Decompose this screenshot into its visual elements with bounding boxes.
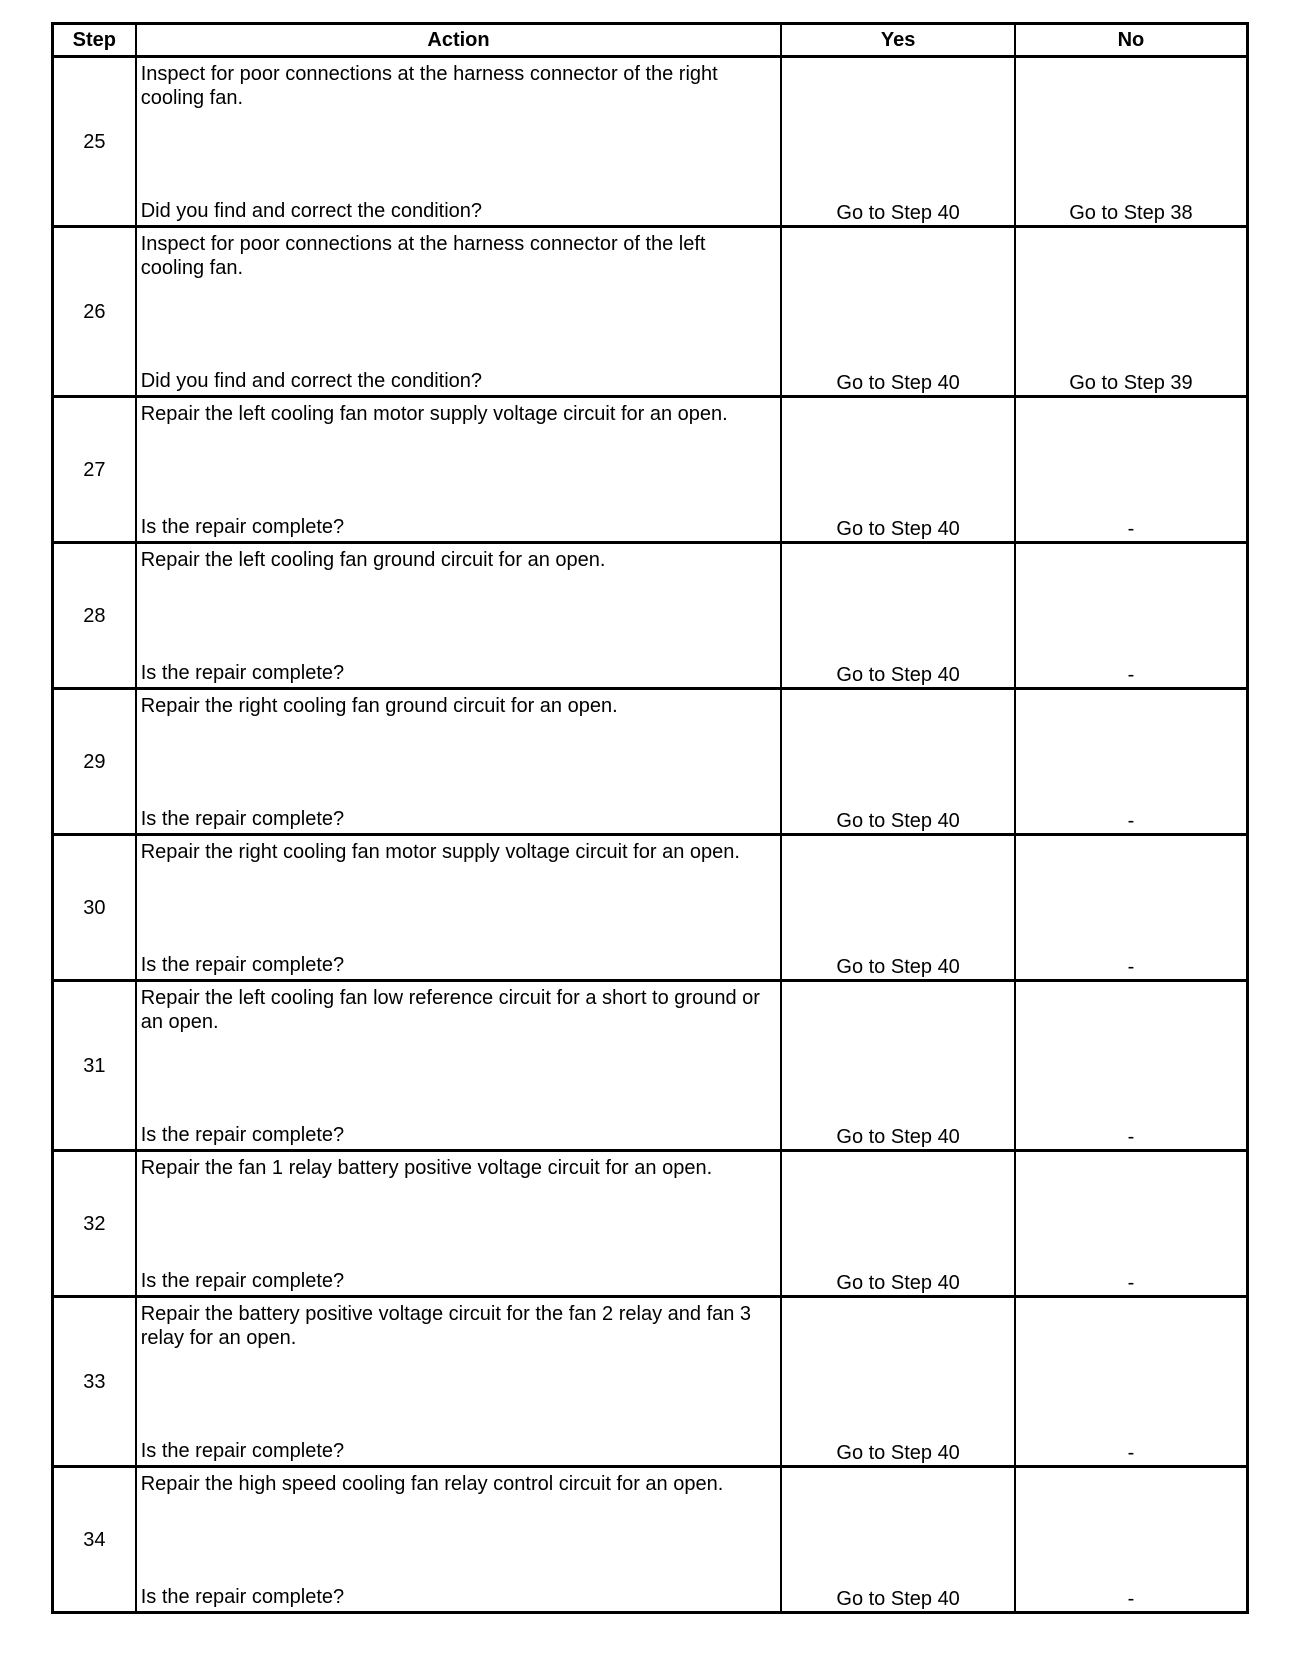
action-question: Did you find and correct the condition? [140, 370, 483, 392]
header-action: Action [136, 24, 782, 57]
action-instruction: Repair the left cooling fan motor supply voltage circuit for an open. [140, 403, 728, 425]
table-row [53, 1297, 1248, 1467]
step-number: 33 [53, 1297, 136, 1467]
yes-result: Go to Step 40 [781, 1151, 1015, 1297]
action-cell [136, 397, 782, 543]
step-number: 34 [53, 1467, 136, 1613]
action-instruction: Repair the left cooling fan ground circuit for an open. [140, 549, 606, 571]
action-cell [136, 543, 782, 689]
yes-result: Go to Step 40 [781, 57, 1015, 227]
no-result: - [1015, 1297, 1248, 1467]
no-result: - [1015, 981, 1248, 1151]
action-question: Is the repair complete? [140, 1270, 345, 1292]
yes-result: Go to Step 40 [781, 835, 1015, 981]
action-question: Is the repair complete? [140, 1586, 345, 1608]
action-cell [136, 227, 782, 397]
yes-result: Go to Step 40 [781, 543, 1015, 689]
action-question: Is the repair complete? [140, 954, 345, 976]
step-number: 27 [53, 397, 136, 543]
yes-result: Go to Step 40 [781, 1467, 1015, 1613]
action-instruction: Repair the right cooling fan motor supply voltage circuit for an open. [140, 841, 740, 863]
table-row [53, 227, 1248, 397]
header-yes: Yes [781, 24, 1015, 57]
table-row [53, 1151, 1248, 1297]
action-instruction: Repair the high speed cooling fan relay control circuit for an open. [140, 1473, 724, 1495]
action-cell [136, 1297, 782, 1467]
no-result: - [1015, 543, 1248, 689]
action-question: Did you find and correct the condition? [140, 200, 483, 222]
action-instruction: Inspect for poor connections at the harness connector of the right cooling fan. [140, 63, 718, 109]
yes-result: Go to Step 40 [781, 1297, 1015, 1467]
step-number: 25 [53, 57, 136, 227]
header-step: Step [53, 24, 136, 57]
step-number: 31 [53, 981, 136, 1151]
no-result: - [1015, 835, 1248, 981]
header-no: No [1015, 24, 1248, 57]
table-row [53, 1467, 1248, 1613]
step-number: 26 [53, 227, 136, 397]
action-cell [136, 1467, 782, 1613]
yes-result: Go to Step 40 [781, 227, 1015, 397]
yes-result: Go to Step 40 [781, 981, 1015, 1151]
action-instruction: Inspect for poor connections at the harness connector of the left cooling fan. [140, 233, 706, 279]
step-number: 28 [53, 543, 136, 689]
step-number: 30 [53, 835, 136, 981]
no-result: - [1015, 1151, 1248, 1297]
action-cell [136, 1151, 782, 1297]
action-instruction: Repair the battery positive voltage circuit for the fan 2 relay and fan 3 relay for an open. [140, 1303, 752, 1349]
action-cell [136, 835, 782, 981]
yes-result: Go to Step 40 [781, 689, 1015, 835]
table-row [53, 835, 1248, 981]
no-result: Go to Step 38 [1015, 57, 1248, 227]
action-question: Is the repair complete? [140, 662, 345, 684]
step-number: 32 [53, 1151, 136, 1297]
table-row [53, 543, 1248, 689]
action-question: Is the repair complete? [140, 516, 345, 538]
no-result: - [1015, 1467, 1248, 1613]
action-instruction: Repair the fan 1 relay battery positive voltage circuit for an open. [140, 1157, 713, 1179]
table-header-row [53, 24, 1248, 57]
action-instruction: Repair the right cooling fan ground circuit for an open. [140, 695, 618, 717]
action-cell [136, 981, 782, 1151]
no-result: - [1015, 397, 1248, 543]
table-row [53, 981, 1248, 1151]
table-row [53, 397, 1248, 543]
table-row [53, 57, 1248, 227]
action-cell [136, 57, 782, 227]
action-question: Is the repair complete? [140, 808, 345, 830]
no-result: - [1015, 689, 1248, 835]
action-instruction: Repair the left cooling fan low reference circuit for a short to ground or an open. [140, 987, 760, 1033]
action-cell [136, 689, 782, 835]
yes-result: Go to Step 40 [781, 397, 1015, 543]
table-row [53, 689, 1248, 835]
step-number: 29 [53, 689, 136, 835]
action-question: Is the repair complete? [140, 1124, 345, 1146]
no-result: Go to Step 39 [1015, 227, 1248, 397]
diagnostic-table [51, 22, 1249, 1614]
action-question: Is the repair complete? [140, 1440, 345, 1462]
